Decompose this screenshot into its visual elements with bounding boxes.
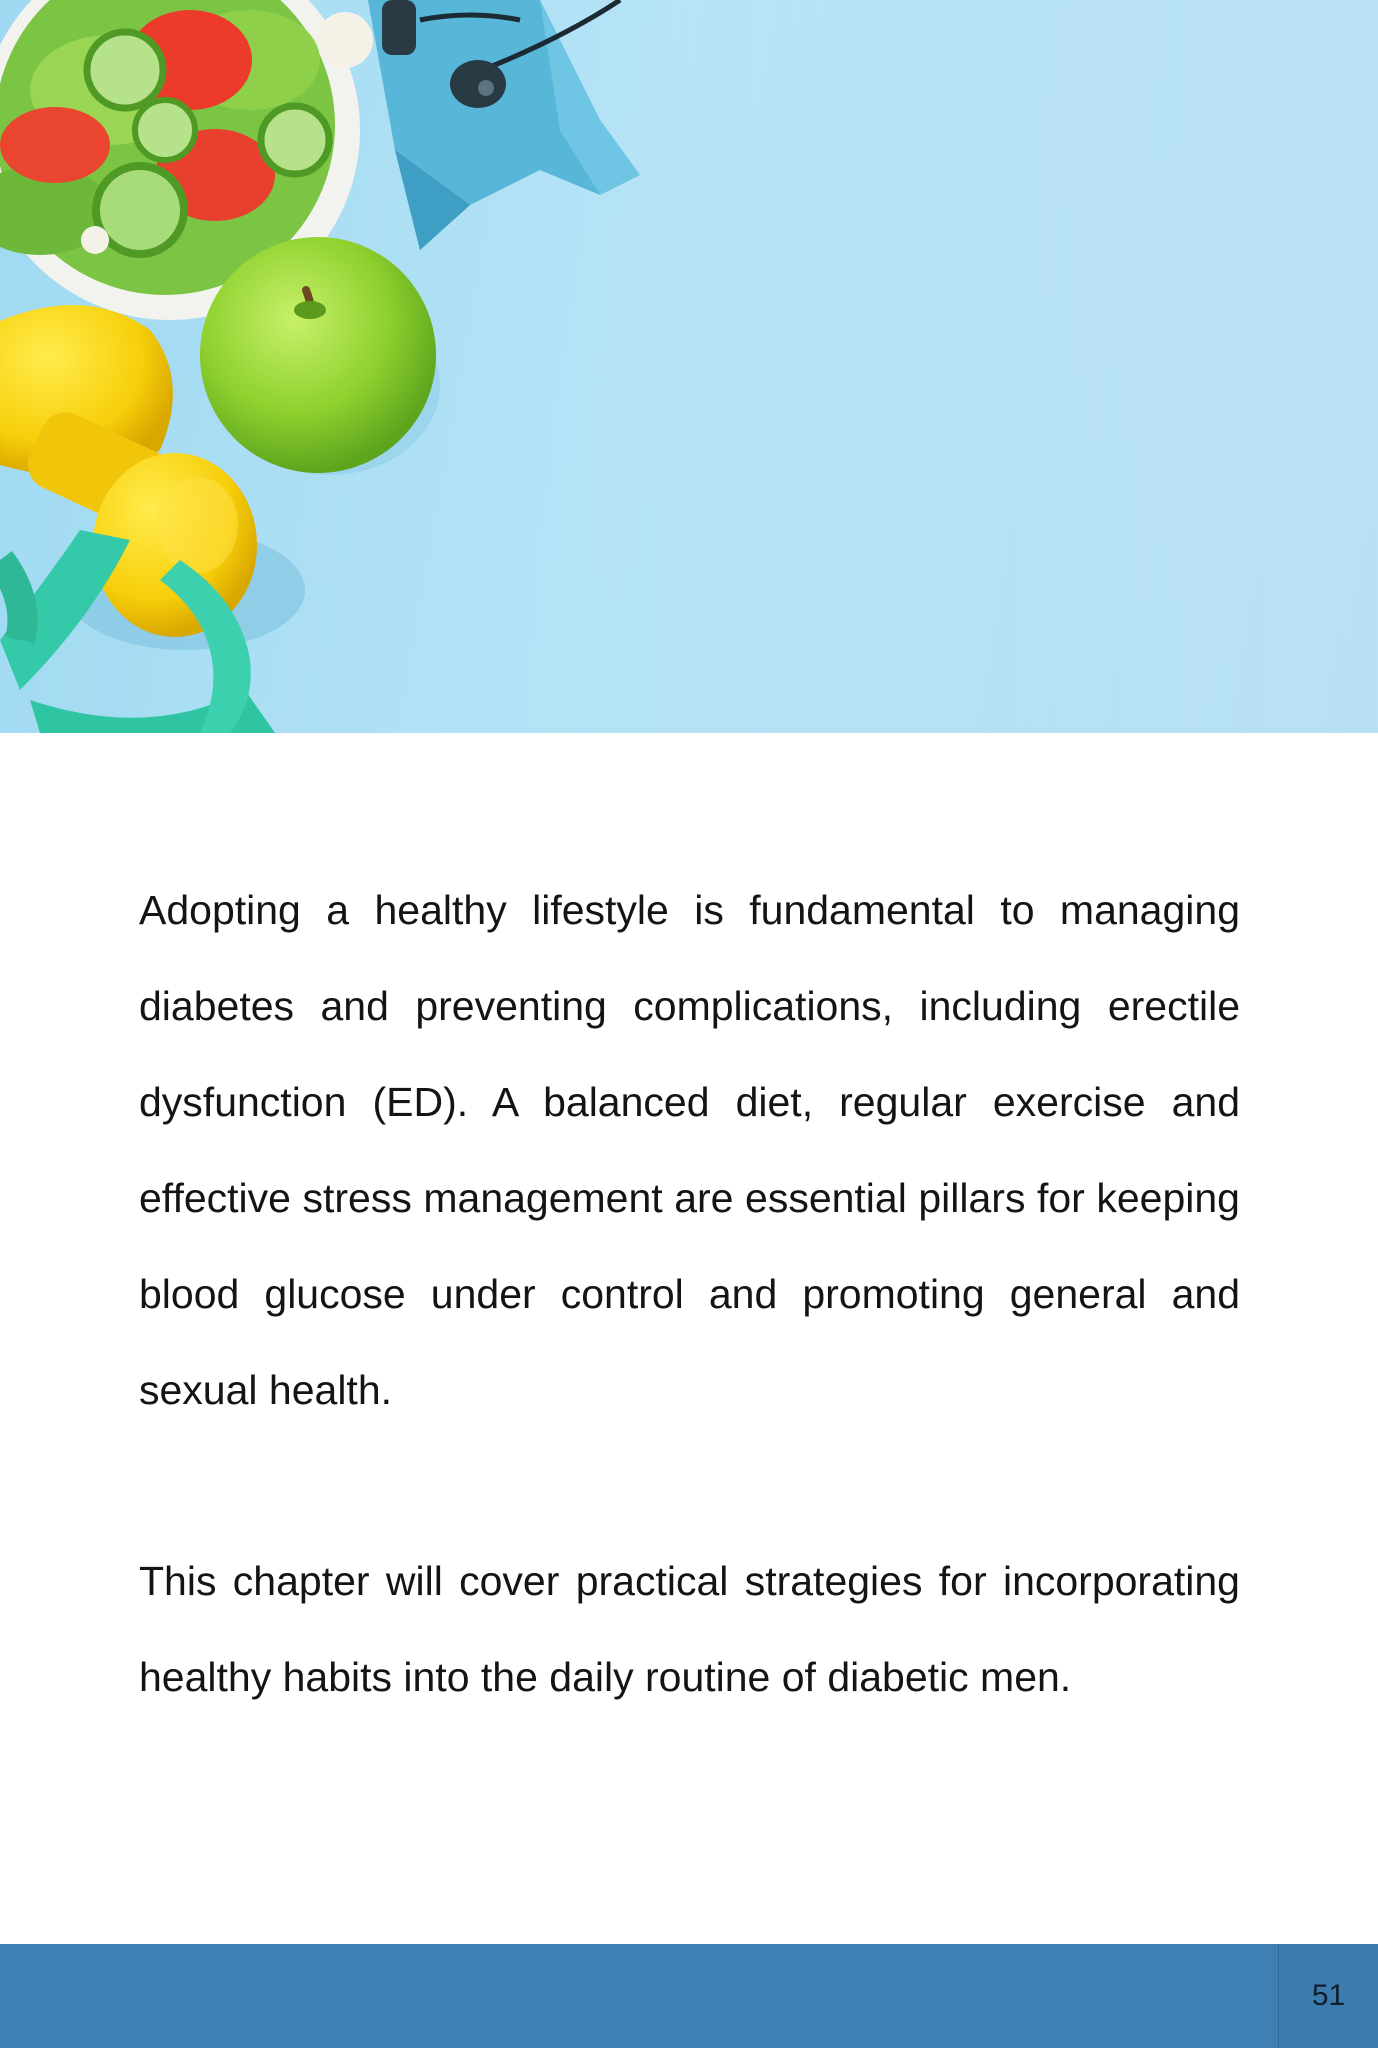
page-number: 51 bbox=[1311, 1979, 1346, 2012]
healthy-lifestyle-illustration bbox=[0, 0, 1378, 733]
footer-bar bbox=[0, 1944, 1378, 2048]
page-number-box bbox=[1278, 1944, 1378, 2048]
chapter-overview-paragraph: This chapter will cover practical strategies for incorporating healthy habits into the daily routine of diabetic men. bbox=[139, 1558, 1240, 1700]
body-text bbox=[139, 862, 1240, 1725]
green-apple-shape bbox=[200, 237, 440, 475]
hero-photo bbox=[0, 0, 1378, 733]
intro-paragraph: Adopting a healthy lifestyle is fundamental to managing diabetes and preventing complications, including erectile dysfunction (ED). A balanced diet, regular exercise and effective stress management are essential pillars for keeping blood glucose under control and promoting general and sexual health. bbox=[139, 887, 1240, 1413]
